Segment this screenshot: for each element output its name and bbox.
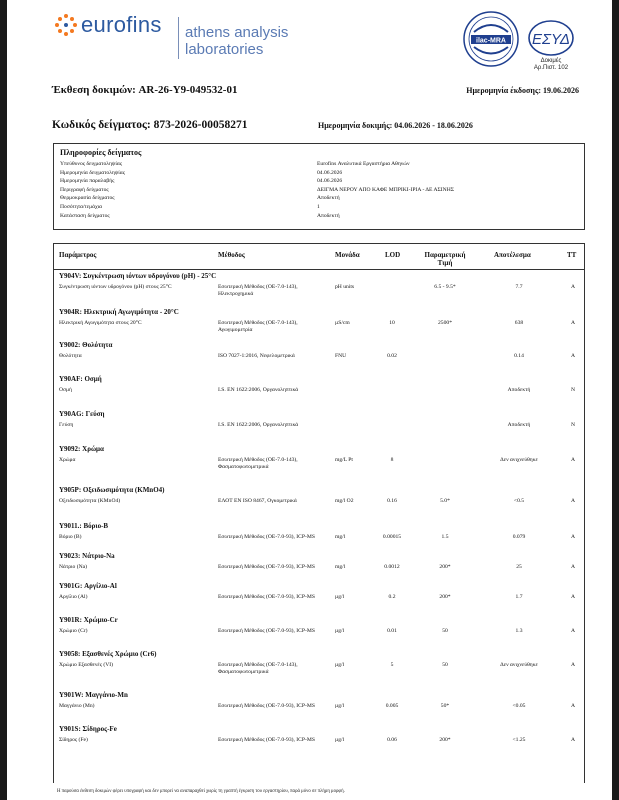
result-cell: Αποδεκτή <box>507 422 531 428</box>
result-group-title: Y904R: Ηλεκτρική Αγωγιμότητα - 20°C <box>59 308 179 316</box>
spec-cell: 6.5 - 9.5* <box>434 284 456 290</box>
method-cell: ΕΛΟΤ EN ISO 8467, Ογκομετρικά <box>218 498 297 504</box>
result-group-title: Y901G: Αργίλιο-Al <box>59 582 117 590</box>
param-cell: Νάτριο (Na) <box>59 564 87 570</box>
unit-cell: FNU <box>335 353 347 359</box>
method-cell: Εσωτερική Μέθοδος (ΟΕ-7.0-143), Φασματοφωτομετρικά <box>218 662 298 676</box>
header-spec-line2: Τιμή <box>437 259 453 267</box>
table-header <box>54 244 584 270</box>
esyd-text: ΕΣΥΔ <box>532 31 570 48</box>
header-divider <box>178 17 179 59</box>
result-group-title: Y905P: Οξειδωσιμότητα (KMnO4) <box>59 486 165 494</box>
result-group <box>54 339 584 373</box>
result-group <box>54 484 584 520</box>
result-cell: Δεν ανιχνεύθηκε <box>500 662 538 668</box>
result-group-title: Y901W: Μαγγάνιο-Mn <box>59 691 128 699</box>
spec-cell: 1.5 <box>441 534 449 540</box>
unit-cell: µg/l <box>335 662 345 668</box>
spec-cell: 50 <box>442 662 448 668</box>
header-method: Μέθοδος <box>218 251 245 259</box>
result-group-title: Y904V: Συγκέντρωση ιόντων υδρογόνου (pH) - 25°C <box>59 272 217 280</box>
tt-cell: N <box>570 387 576 393</box>
sample-info-value: 1 <box>317 203 320 210</box>
eurofins-logo <box>55 12 175 40</box>
sample-info-value: Αποδεκτή <box>317 212 340 219</box>
unit-cell: mg/l <box>335 534 346 540</box>
issue-date: Ημερομηνία έκδοσης: 19.06.2026 <box>466 86 579 95</box>
spec-cell: 200* <box>439 737 451 743</box>
result-group <box>54 648 584 689</box>
spec-cell: 5.0* <box>440 498 450 504</box>
result-cell: <0.5 <box>513 498 525 504</box>
tt-cell: A <box>570 564 576 570</box>
result-group-title: Y901S: Σίδηρος-Fe <box>59 725 117 733</box>
result-cell: 7.7 <box>515 284 523 290</box>
method-cell: Εσωτερική Μέθοδος (ΟΕ-7.0-143), Αγωγιμομετρία <box>218 320 298 334</box>
lab-name-line2: laboratories <box>185 41 264 58</box>
sample-info-value: Αποδεκτή <box>317 195 340 202</box>
result-group-title: Y9092: Χρώμα <box>59 445 104 453</box>
spec-cell: 200* <box>439 564 451 570</box>
result-group <box>54 580 584 614</box>
result-group-title: Y901R: Χρώμιο-Cr <box>59 616 118 624</box>
unit-cell: µg/l <box>335 594 345 600</box>
method-cell: I.S. EN 1622:2006, Οργανοληπτικά <box>218 422 299 428</box>
sample-info-value: Eurofins Αναλυτικά Εργαστήρια Αθηνών <box>317 161 410 167</box>
result-group <box>54 443 584 484</box>
sample-info-key: Ποσότητα/τεμάχια <box>60 203 102 210</box>
tt-cell: A <box>570 320 576 326</box>
lod-cell: 0.2 <box>388 594 396 600</box>
result-cell: 0.079 <box>512 534 526 540</box>
result-group <box>54 373 584 408</box>
sample-info-rows <box>60 160 578 220</box>
lod-cell: 0.0012 <box>384 564 400 570</box>
tt-cell: A <box>570 457 576 463</box>
tt-cell: A <box>570 284 576 290</box>
lod-cell: 0.00015 <box>382 534 402 540</box>
param-cell: Συγκέντρωση ιόντων υδρογόνου (pH) στους 25°C <box>59 284 172 290</box>
sample-info-row <box>60 169 578 178</box>
sample-info-key: Περιγραφή δείγματος <box>60 186 109 193</box>
header-tt: TT <box>567 251 577 259</box>
lod-cell: 0.06 <box>387 737 397 743</box>
result-cell: 1.7 <box>515 594 523 600</box>
result-group-title: Y9002: Θολότητα <box>59 341 113 349</box>
method-cell: Εσωτερική Μέθοδος (ΟΕ-7.0-93), ICP-MS <box>218 534 315 540</box>
footer-note: Η παρούσα έκθεση δοκιμών φέρει υπογραφή και δεν μπορεί να αναπαραχθεί χωρίς τη γραπτή έγκριση του εργαστηρίου, παρά μόνο σε πλήρη μορφή. <box>57 789 345 794</box>
sample-info-key: Ημερομηνία παραλαβής <box>60 178 115 185</box>
sample-info-key: Κατάσταση δείγματος <box>60 212 110 219</box>
header-lod: LOD <box>385 251 401 259</box>
sample-info-row <box>60 186 578 195</box>
unit-cell: mg/l <box>335 564 346 570</box>
header-spec <box>412 251 478 267</box>
method-cell: Εσωτερική Μέθοδος (ΟΕ-7.0-93), ICP-MS <box>218 703 315 709</box>
report-page <box>7 0 612 800</box>
method-cell: Εσωτερική Μέθοδος (ΟΕ-7.0-143), Ηλεκτροχημικά <box>218 284 298 298</box>
results-table <box>53 243 585 783</box>
unit-cell: µg/l <box>335 703 345 709</box>
sample-code: Κωδικός δείγματος: 873-2026-00058271 <box>52 119 248 131</box>
logo-text: eurofins <box>81 12 162 37</box>
param-cell: Μαγγάνιο (Mn) <box>59 703 95 709</box>
unit-cell: mg/L Pt <box>335 457 353 463</box>
result-group-title: Y9058: Εξασθενές Χρώμιο (Cr6) <box>59 650 157 658</box>
report-number: Έκθεση δοκιμών: AR-26-Y9-049532-01 <box>52 84 238 96</box>
header-result: Αποτέλεσμα <box>494 251 531 259</box>
lod-cell: 0.02 <box>387 353 397 359</box>
header-spec-line1: Παραμετρική <box>424 251 466 259</box>
spec-cell: 2500* <box>438 320 452 326</box>
sample-info-row <box>60 203 578 212</box>
method-cell: Εσωτερική Μέθοδος (ΟΕ-7.0-93), ICP-MS <box>218 628 315 634</box>
sample-info-value: 04.06.2026 <box>317 169 343 176</box>
result-cell: <0.05 <box>512 703 526 709</box>
result-group <box>54 723 584 758</box>
param-cell: Θολότητα <box>59 353 82 359</box>
sample-info-value: 04.06.2026 <box>317 178 343 185</box>
sample-info-value: ΔΕΙΓΜΑ ΝΕΡΟΥ ΑΠΟ ΚΑΦΕ ΜΠΡΙΚΙ-ΙΡΙΑ - ΔΕ ΑΣΙΝΗΣ <box>317 186 455 193</box>
result-group-title: Y9011.: Βόριο-B <box>59 522 109 530</box>
unit-cell: µg/l <box>335 628 345 634</box>
result-group <box>54 408 584 443</box>
result-group-title: Y9023: Νάτριο-Na <box>59 552 115 560</box>
sample-info-row <box>60 160 578 169</box>
unit-cell: pH units <box>335 284 355 290</box>
unit-cell: µg/l <box>335 737 345 743</box>
method-cell: Εσωτερική Μέθοδος (ΟΕ-7.0-93), ICP-MS <box>218 737 315 743</box>
result-group <box>54 689 584 723</box>
result-cell: <1.25 <box>512 737 526 743</box>
test-date: Ημερομηνία δοκιμής: 04.06.2026 - 18.06.2026 <box>318 121 473 130</box>
param-cell: Χρώμιο (Cr) <box>59 628 88 634</box>
logo-dots-icon <box>55 14 77 36</box>
tt-cell: A <box>570 662 576 668</box>
lod-cell: 5 <box>390 662 394 668</box>
unit-cell: µS/cm <box>335 320 350 326</box>
result-cell: 638 <box>514 320 524 326</box>
spec-cell: 200* <box>439 594 451 600</box>
sample-info-key: Ημερομηνία δειγματοληψίας <box>60 169 125 176</box>
lod-cell: 0.16 <box>387 498 397 504</box>
accreditation-line2: Αρ.Πιστ. 102 <box>533 65 569 71</box>
unit-cell: mg/l O2 <box>335 498 354 504</box>
sample-info-title: Πληροφορίες δείγματος <box>60 148 142 157</box>
result-cell: 0.14 <box>514 353 524 359</box>
sample-info-row <box>60 212 578 221</box>
spec-cell: 50* <box>440 703 450 709</box>
param-cell: Χρώμα <box>59 457 76 463</box>
param-cell: Σίδηρος (Fe) <box>59 737 88 743</box>
method-cell: Εσωτερική Μέθοδος (ΟΕ-7.0-93), ICP-MS <box>218 594 315 600</box>
method-cell: I.S. EN 1622:2006, Οργανοληπτικά <box>218 387 299 393</box>
tt-cell: A <box>570 737 576 743</box>
sample-info-box <box>53 143 585 230</box>
accreditation-label <box>529 58 573 72</box>
param-cell: Ηλεκτρική Αγωγιμότητα στους 20°C <box>59 320 142 326</box>
result-cell: 1.3 <box>515 628 523 634</box>
sample-info-key: Υπεύθυνος δειγματοληψίας <box>60 161 123 167</box>
param-cell: Αργίλιο (Al) <box>59 594 88 600</box>
param-cell: Βόριο (B) <box>59 534 82 540</box>
result-group <box>54 306 584 339</box>
lab-name <box>185 24 288 58</box>
ilac-mra-seal-icon <box>462 10 520 68</box>
result-group-title: Y90AG: Γεύση <box>59 410 105 418</box>
accreditation-line1: Δοκιμές <box>540 58 562 64</box>
tt-cell: A <box>570 534 576 540</box>
esyd-logo-icon <box>527 18 575 58</box>
result-group <box>54 520 584 550</box>
lod-cell: 10 <box>389 320 395 326</box>
sample-info-key: Θερμοκρασία δείγματος <box>60 195 115 202</box>
result-cell: Αποδεκτή <box>507 387 531 393</box>
param-cell: Οσμή <box>59 387 72 393</box>
tt-cell: N <box>570 422 576 428</box>
method-cell: Εσωτερική Μέθοδος (ΟΕ-7.0-143), Φασματοφωτομετρικά <box>218 457 298 471</box>
lod-cell: 8 <box>390 457 394 463</box>
tt-cell: A <box>570 594 576 600</box>
result-cell: Δεν ανιχνεύθηκε <box>500 457 538 463</box>
result-cell: 25 <box>516 564 522 570</box>
lod-cell: 0.01 <box>387 628 397 634</box>
result-group <box>54 614 584 648</box>
param-cell: Γεύση <box>59 422 74 428</box>
result-group <box>54 550 584 580</box>
tt-cell: A <box>570 628 576 634</box>
tt-cell: A <box>570 703 576 709</box>
tt-cell: A <box>570 353 576 359</box>
method-cell: ISO 7027-1:2016, Νεφελομετρικά <box>218 353 295 359</box>
result-group <box>54 270 584 306</box>
ilac-text: ilac-MRA <box>476 37 506 45</box>
lod-cell: 0.005 <box>385 703 399 709</box>
result-group-title: Y90AF: Οσμή <box>59 375 102 383</box>
header-unit: Μονάδα <box>335 251 360 259</box>
result-groups <box>54 270 584 758</box>
spec-cell: 50 <box>442 628 448 634</box>
sample-info-row <box>60 194 578 203</box>
lab-name-line1: athens analysis <box>185 24 289 41</box>
tt-cell: A <box>570 498 576 504</box>
param-cell: Οξειδωσιμότητα (KMnO4) <box>59 498 121 504</box>
method-cell: Εσωτερική Μέθοδος (ΟΕ-7.0-93), ICP-MS <box>218 564 315 570</box>
sample-info-row <box>60 177 578 186</box>
header-param: Παράμετρος <box>59 251 97 259</box>
param-cell: Χρώμιο Εξασθενές (VI) <box>59 662 114 668</box>
